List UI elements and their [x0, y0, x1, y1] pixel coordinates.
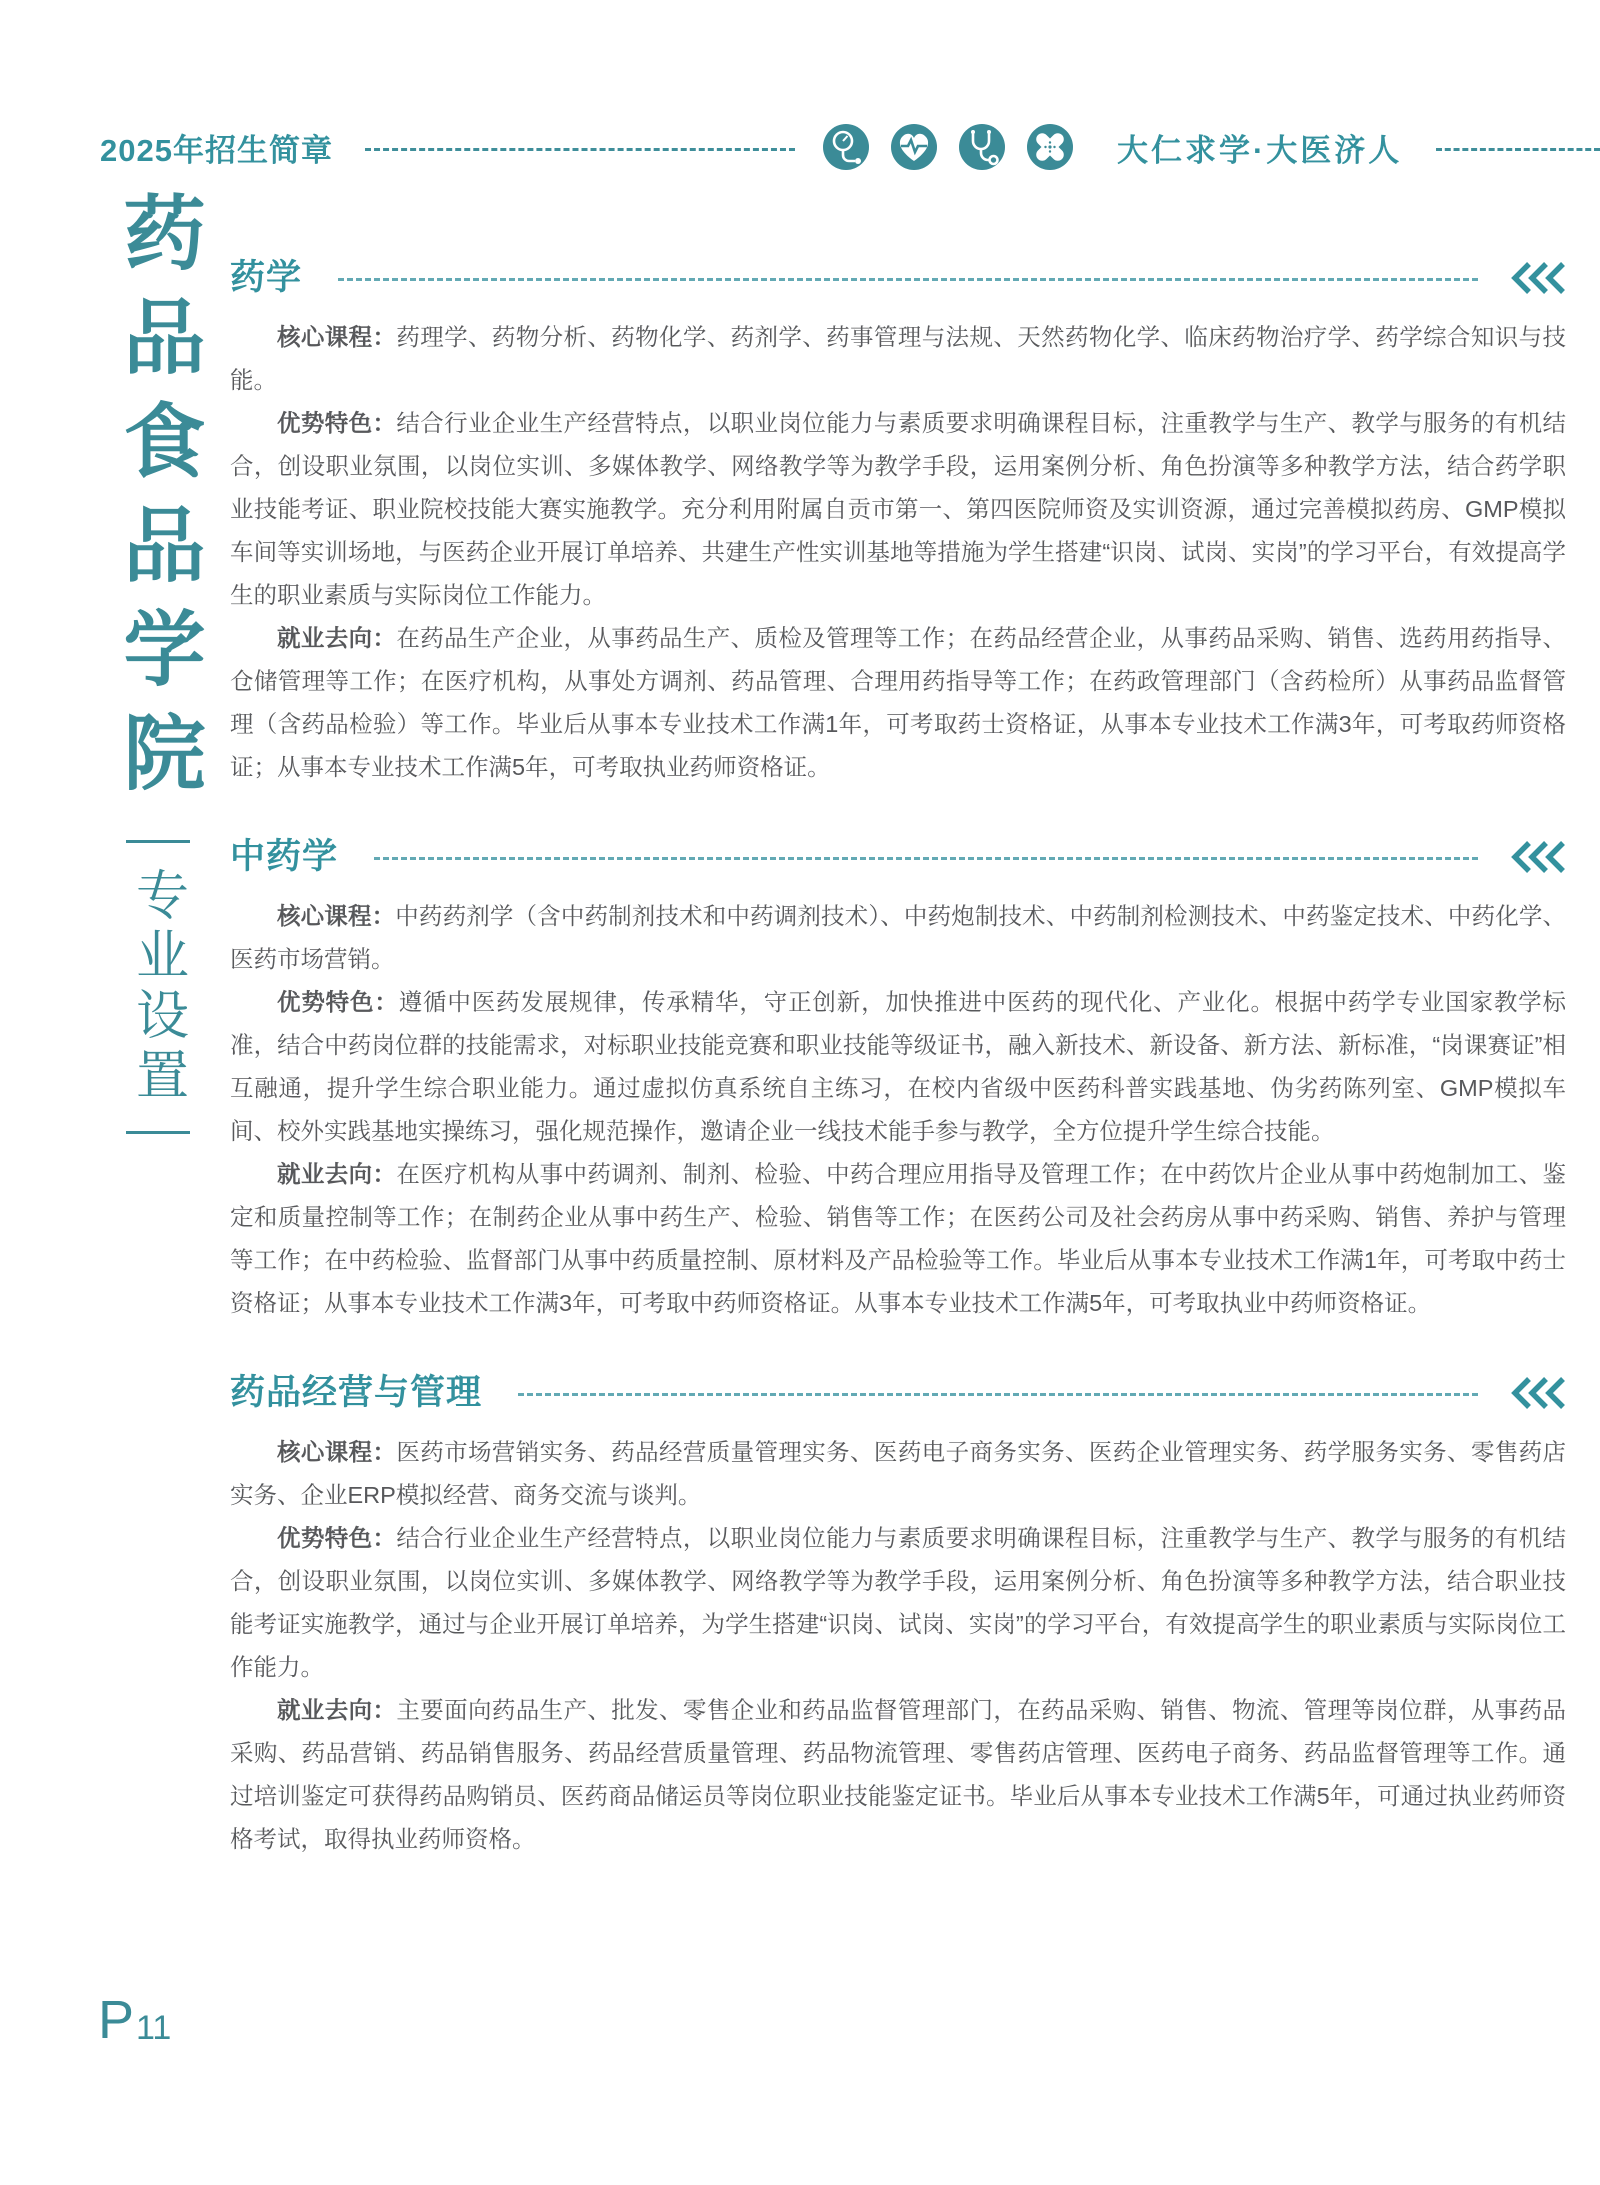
chevrons-left-icon — [1508, 1376, 1566, 1410]
paragraph-features — [230, 402, 1566, 617]
paragraph-employment — [230, 617, 1566, 789]
paragraph-text: 在医疗机构从事中药调剂、制剂、检验、中药合理应用指导及管理工作；在中药饮片企业从事中药炮制加工、鉴定和质量控制等工作；在制药企业从事中药生产、检验、销售等工作；在医药公司及社会药房从事中药采购、销售、养护与管理等工作；在中药检验、监督部门从事中药质量控制、原材料及产品检验等工作。毕业后从事本专业技术工作满1年，可考取中药士资格证；从事本专业技术工作满3年，可考取中药师资格证。从事本专业技术工作满5年，可考取执业中药师资格证。 — [230, 1161, 1567, 1316]
section-dashed-line — [338, 278, 1478, 281]
section-title: 药品经营与管理 — [230, 1373, 483, 1412]
sidebar-subtitle-vertical: 专业设置 — [128, 867, 188, 1107]
paragraph-label: 优势特色： — [277, 410, 397, 436]
sidebar-divider-top — [126, 840, 190, 843]
paragraph-core-courses — [230, 895, 1566, 981]
paragraph-text: 药理学、药物分析、药物化学、药剂学、药事管理与法规、天然药物化学、临床药物治疗学、药学综合知识与技能。 — [230, 324, 1567, 393]
stethoscope-icon — [959, 124, 1005, 170]
paragraph-label: 就业去向： — [277, 1161, 397, 1187]
section-title: 药学 — [230, 258, 303, 297]
paragraph-employment — [230, 1689, 1566, 1861]
paragraph-text: 医药市场营销实务、药品经营质量管理实务、医药电子商务实务、医药企业管理实务、药学服务实务、零售药店实务、企业ERP模拟经营、商务交流与谈判。 — [230, 1439, 1567, 1508]
paragraph-text: 遵循中医药发展规律，传承精华，守正创新，加快推进中医药的现代化、产业化。根据中药学专业国家教学标准，结合中药岗位群的技能需求，对标职业技能竞赛和职业技能等级证书，融入新技术、新设备、新方法、新标准，“岗课赛证”相互融通，提升学生综合职业能力。通过虚拟仿真系统自主练习，在校内省级中医药科普实践基地、伪劣药陈列室、GMP模拟车间、校外实践基地实操练习，强化规范操作，邀请企业一线技术能手参与教学，全方位提升学生综合技能。 — [230, 989, 1567, 1144]
paragraph-label: 优势特色： — [277, 1525, 397, 1551]
paragraph-employment — [230, 1153, 1566, 1325]
sidebar — [94, 190, 222, 1134]
chevrons-left-icon — [1508, 840, 1566, 874]
paragraph-label: 核心课程： — [277, 1439, 397, 1465]
section-dashed-line — [518, 1393, 1478, 1396]
paragraph-core-courses — [230, 316, 1566, 402]
section-pharmacy — [230, 250, 1566, 789]
section-header — [230, 829, 1566, 879]
brochure-title: 2025年招生简章 — [100, 132, 333, 168]
section-drug-management — [230, 1365, 1566, 1861]
paragraph-label: 就业去向： — [277, 1697, 397, 1723]
paragraph-label: 就业去向： — [277, 625, 397, 651]
paragraph-text: 中药药剂学（含中药制剂技术和中药调剂技术）、中药炮制技术、中药制剂检测技术、中药鉴定技术、中药化学、医药市场营销。 — [230, 903, 1567, 972]
paragraph-label: 核心课程： — [277, 903, 396, 929]
paragraph-core-courses — [230, 1431, 1566, 1517]
sphygmomanometer-icon — [823, 124, 869, 170]
paragraph-label: 优势特色： — [277, 989, 399, 1015]
page-number — [98, 1990, 172, 2050]
paragraph-features — [230, 981, 1566, 1153]
section-header — [230, 1365, 1566, 1415]
paragraph-text: 在药品生产企业，从事药品生产、质检及管理等工作；在药品经营企业，从事药品采购、销售、选药用药指导、仓储管理等工作；在医疗机构，从事处方调剂、药品管理、合理用药指导等工作；在药政管理部门（含药检所）从事药品监督管理（含药品检验）等工作。毕业后从事本专业技术工作满1年，可考取药士资格证，从事本专业技术工作满3年，可考取药师资格证；从事本专业技术工作满5年，可考取执业药师资格证。 — [230, 625, 1567, 780]
page-number-value: 11 — [136, 2008, 172, 2047]
paragraph-text: 主要面向药品生产、批发、零售企业和药品监督管理部门，在药品采购、销售、物流、管理等岗位群，从事药品采购、药品营销、药品销售服务、药品经营质量管理、药品物流管理、零售药店管理、医药电子商务、药品监督管理等工作。通过培训鉴定可获得药品购销员、医药商品储运员等岗位职业技能鉴定证书。毕业后从事本专业技术工作满5年，可通过执业药师资格考试，取得执业药师资格。 — [230, 1697, 1567, 1852]
section-tcm-pharmacy — [230, 829, 1566, 1325]
sidebar-divider-bottom — [126, 1131, 190, 1134]
heart-pulse-icon — [891, 124, 937, 170]
school-motto: 大仁求学·大医济人 — [1116, 132, 1403, 168]
section-dashed-line — [374, 857, 1478, 860]
paragraph-text: 结合行业企业生产经营特点，以职业岗位能力与素质要求明确课程目标，注重教学与生产、教学与服务的有机结合，创设职业氛围，以岗位实训、多媒体教学、网络教学等为教学手段，运用案例分析、角色扮演等多种教学方法，结合职业技能考证实施教学，通过与企业开展订单培养，为学生搭建“识岗、试岗、实岗”的学习平台，有效提高学生的职业素质与实际岗位工作能力。 — [230, 1525, 1567, 1680]
paragraph-label: 核心课程： — [277, 324, 397, 350]
section-header — [230, 250, 1566, 300]
chevrons-left-icon — [1508, 261, 1566, 295]
page-header — [100, 124, 1600, 170]
page-number-prefix: P — [98, 1990, 135, 2050]
header-dashed-line-right — [1436, 148, 1600, 151]
main-content — [230, 250, 1566, 1861]
college-name-vertical: 药品食品学院 — [110, 190, 206, 814]
paragraph-features — [230, 1517, 1566, 1689]
paragraph-text: 结合行业企业生产经营特点，以职业岗位能力与素质要求明确课程目标，注重教学与生产、教学与服务的有机结合，创设职业氛围，以岗位实训、多媒体教学、网络教学等为教学手段，运用案例分析、角色扮演等多种教学方法，结合药学职业技能考证、职业院校技能大赛实施教学。充分利用附属自贡市第一、第四医院师资及实训资源，通过完善模拟药房、GMP模拟车间等实训场地，与医药企业开展订单培养、共建生产性实训基地等措施为学生搭建“识岗、试岗、实岗”的学习平台，有效提高学生的职业素质与实际岗位工作能力。 — [230, 410, 1567, 608]
header-icon-row — [823, 124, 1073, 170]
header-dashed-line-left — [365, 148, 795, 151]
section-title: 中药学 — [230, 837, 339, 876]
bandage-icon — [1027, 124, 1073, 170]
